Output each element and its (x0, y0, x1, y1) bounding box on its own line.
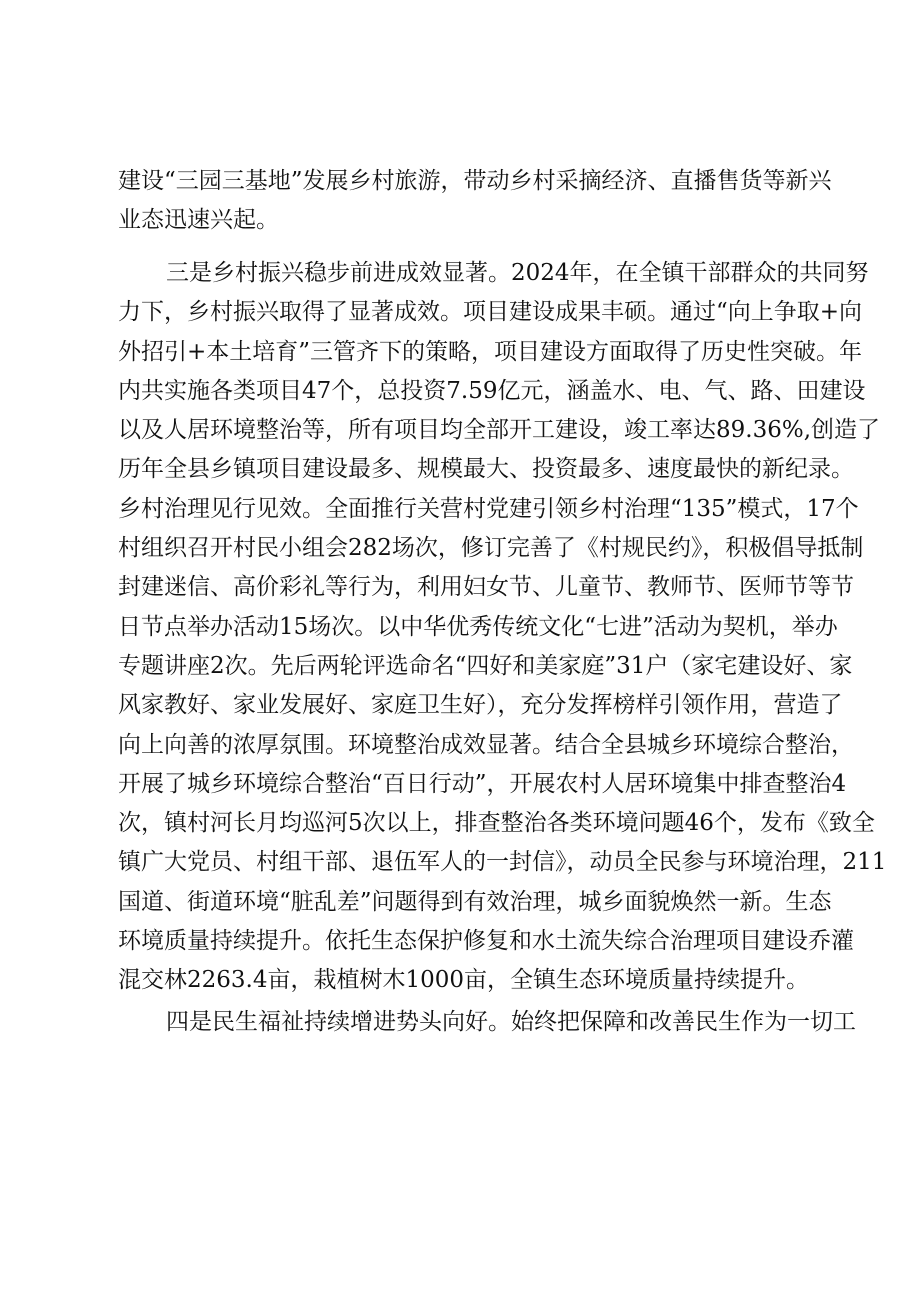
text-line: 四是民生福祉持续增进势头向好。始终把保障和改善民生作为一切工 (166, 1009, 856, 1035)
paragraph-2 (118, 254, 887, 1001)
text-line: 日节点举办活动15场次。以中华优秀传统文化“七进”活动为契机，举办 (118, 613, 838, 640)
text-line: 开展了城乡环境综合整治“百日行动”，开展农村人居环境集中排查整治4 (118, 770, 847, 797)
text-line: 镇广大党员、村组干部、退伍军人的一封信》，动员全民参与环境治理，211 (118, 849, 887, 876)
paragraph-3 (118, 1003, 856, 1042)
text-line: 封建迷信、高价彩礼等行为，利用妇女节、儿童节、教师节、医师节等节 (118, 574, 854, 601)
text-line: 乡村治理见行见效。全面推行关营村党建引领乡村治理“135”模式，17个 (118, 495, 859, 522)
text-line: 混交林2263.4亩，栽植树木1000亩，全镇生态环境质量持续提升。 (118, 967, 810, 994)
text-line: 风家教好、家业发展好、家庭卫生好），充分发挥榜样引领作用，营造了 (118, 692, 843, 719)
text-line: 国道、街道环境“脏乱差”问题得到有效治理，城乡面貌焕然一新。生态 (118, 888, 832, 915)
text-line: 环境质量持续提升。依托生态保护修复和水土流失综合治理项目建设乔灌 (118, 928, 854, 955)
text-line: 建设“三园三基地”发展乡村旅游，带动乡村采摘经济、直播售货等新兴 (118, 168, 832, 194)
text-line: 村组织召开村民小组会282场次，修订完善了《村规民约》，积极倡导抵制 (118, 535, 864, 562)
paragraph-1 (118, 162, 832, 241)
text-line: 业态迅速兴起。 (118, 207, 279, 234)
text-line: 以及人居环境整治等，所有项目均全部开工建设，竣工率达89.36%,创造了 (118, 417, 881, 444)
text-line: 外招引+本土培育”三管齐下的策略，项目建设方面取得了历史性突破。年 (118, 338, 863, 365)
text-line: 次，镇村河长月均巡河5次以上，排查整治各类环境问题46个，发布《致全 (118, 810, 875, 837)
text-line: 专题讲座2次。先后两轮评选命名“四好和美家庭”31户（家宅建设好、家 (118, 652, 853, 679)
text-line: 向上向善的浓厚氛围。环境整治成效显著。结合全县城乡环境综合整治， (118, 731, 854, 758)
text-line: 力下，乡村振兴取得了显著成效。项目建设成果丰硕。通过“向上争取+向 (118, 299, 863, 326)
text-line: 历年全县乡镇项目建设最多、规模最大、投资最多、速度最快的新纪录。 (118, 456, 854, 483)
text-line: 三是乡村振兴稳步前进成效显著。2024年，在全镇干部群众的共同努 (166, 260, 869, 286)
text-line: 内共实施各类项目47个，总投资7.59亿元，涵盖水、电、气、路、田建设 (118, 377, 866, 404)
